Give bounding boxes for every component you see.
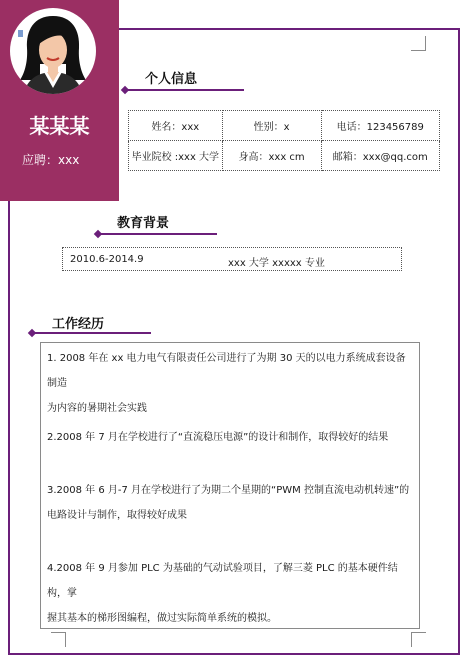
education-box [62,247,402,271]
work-item-line: 2.2008 年 7 月在学校进行了“直流稳压电源”的设计和制作，取得较好的结果 [47,432,389,443]
corner-mark-bottom-left [51,632,66,647]
female-avatar-icon [10,8,96,94]
personal-info-table [128,110,440,171]
section-underline [33,332,151,334]
table-row [129,111,440,141]
work-item-line: 握其基本的梯形图编程，做过实际简单系统的模拟。 [47,613,277,624]
work-item-line: 1. 2008 年在 xx 电力电气有限责任公司进行了为期 30 天的以电力系统成套设备制造 [47,353,406,389]
section-title-personal: 个人信息 [145,72,198,87]
work-item [47,556,413,631]
info-school: 毕业院校 :xxx 大学 [129,141,223,171]
corner-mark-top-right [411,36,426,51]
section-underline [126,89,244,91]
education-date: 2010.6-2014.9 [70,254,144,265]
section-title-education: 教育背景 [117,216,170,231]
info-gender: 性别：x [222,111,321,141]
section-underline [99,233,217,235]
info-email: 邮箱：xxx@qq.com [321,141,440,171]
apply-position: 应聘：xxx [22,153,80,167]
work-item-line: 电路设计与制作，取得较好成果 [47,510,187,521]
work-item-line: 为内容的暑期社会实践 [47,403,147,414]
work-item-line: 3.2008 年 6 月-7 月在学校进行了为期二个星期的“PWM 控制直流电动机转速”的 [47,485,410,496]
info-phone: 电话：123456789 [321,111,440,141]
corner-mark-bottom-right [411,632,426,647]
corner-marker-icon [18,30,23,37]
work-experience-box [40,342,420,629]
work-item [47,346,413,421]
table-row [129,141,440,171]
education-school: xxx 大学 xxxxx 专业 [228,258,325,269]
section-title-work: 工作经历 [52,317,105,332]
info-height: 身高：xxx cm [222,141,321,171]
candidate-name: 某某某 [29,114,90,138]
work-item-line: 4.2008 年 9 月参加 PLC 为基础的气动试验项目，了解三菱 PLC 的基本硬件结构，掌 [47,563,398,599]
info-name: 姓名：xxx [129,111,223,141]
work-item [47,425,413,450]
work-item [47,478,413,528]
